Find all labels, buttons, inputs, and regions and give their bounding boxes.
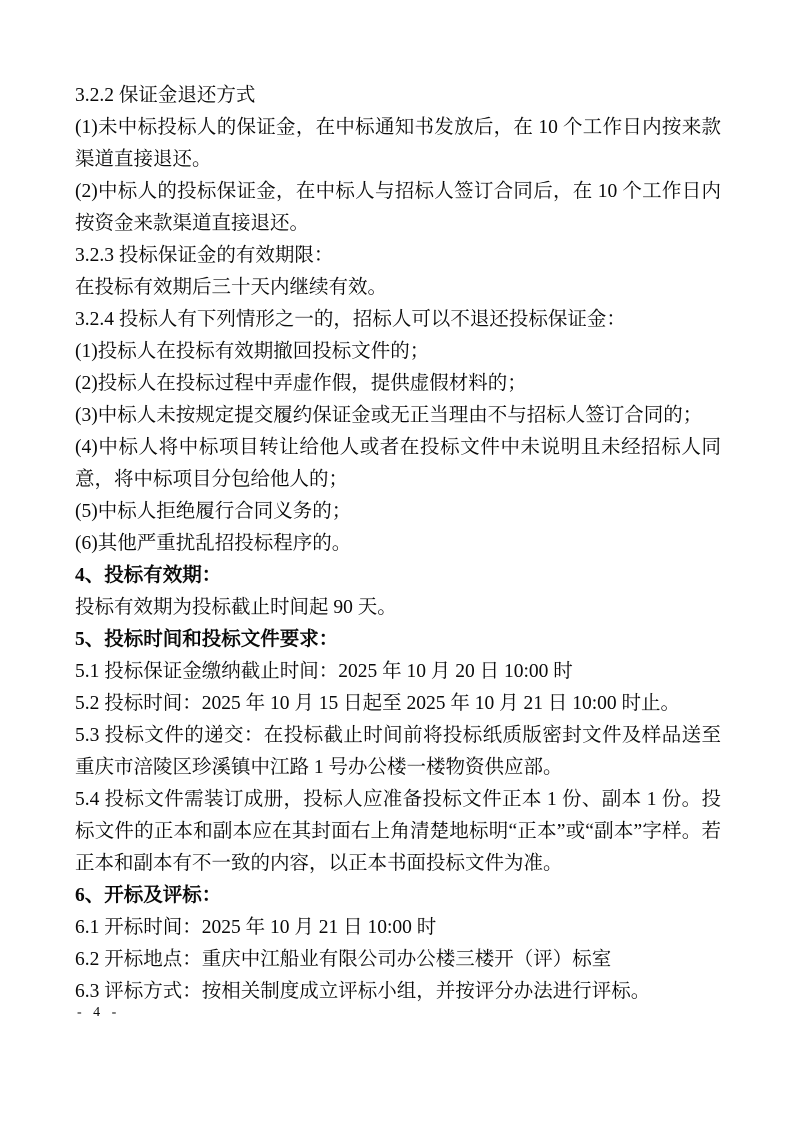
section-4-heading: 4、投标有效期： [75, 565, 222, 586]
para-3-2-4-item-1: (1)投标人在投标有效期撤回投标文件的； [75, 341, 430, 362]
para-6-3: 6.3 评标方式：按相关制度成立评标小组，并按评分办法进行评标。 [75, 981, 651, 1002]
section-4-body: 投标有效期为投标截止时间起 90 天。 [75, 597, 397, 618]
para-3-2-3-body: 在投标有效期后三十天内继续有效。 [75, 277, 388, 298]
para-3-2-2-heading: 3.2.2 保证金退还方式 [75, 85, 256, 106]
section-5-heading: 5、投标时间和投标文件要求： [75, 629, 339, 650]
para-5-3: 5.3 投标文件的递交：在投标截止时间前将投标纸质版密封文件及样品送至重庆市涪陵区珍溪镇中江路 1 号办公楼一楼物资供应部。 [75, 725, 721, 778]
section-6-heading: 6、开标及评标： [75, 885, 222, 906]
para-3-2-4-item-4: (4)中标人将中标项目转让给他人或者在投标文件中未说明且未经招标人同意，将中标项目分包给他人的； [75, 437, 721, 490]
para-3-2-3-heading: 3.2.3 投标保证金的有效期限： [75, 245, 334, 266]
para-3-2-4-item-2: (2)投标人在投标过程中弄虚作假，提供虚假材料的； [75, 373, 527, 394]
para-3-2-4-item-3: (3)中标人未按规定提交履约保证金或无正当理由不与招标人签订合同的； [75, 405, 703, 426]
para-5-4: 5.4 投标文件需装订成册，投标人应准备投标文件正本 1 份、副本 1 份。投标文件的正本和副本应在其封面右上角清楚地标明“正本”或“副本”字样。若正本和副本有不一致的内容，以正本书面投标文件为准。 [75, 789, 721, 874]
document-content [75, 80, 721, 1008]
para-5-2: 5.2 投标时间：2025 年 10 月 15 日起至 2025 年 10 月 21 日 10:00 时止。 [75, 693, 681, 714]
para-6-1: 6.1 开标时间：2025 年 10 月 21 日 10:00 时 [75, 917, 437, 938]
para-6-2: 6.2 开标地点：重庆中江船业有限公司办公楼三楼开（评）标室 [75, 949, 612, 970]
para-3-2-2-item-2: (2)中标人的投标保证金，在中标人与招标人签订合同后，在 10 个工作日内按资金来款渠道直接退还。 [75, 181, 721, 234]
para-3-2-4-item-6: (6)其他严重扰乱招投标程序的。 [75, 533, 352, 554]
para-3-2-4-item-5: (5)中标人拒绝履行合同义务的； [75, 501, 352, 522]
para-3-2-2-item-1: (1)未中标投标人的保证金，在中标通知书发放后，在 10 个工作日内按来款渠道直接退还。 [75, 117, 721, 170]
para-3-2-4-heading: 3.2.4 投标人有下列情形之一的，招标人可以不退还投标保证金： [75, 309, 626, 330]
para-5-1: 5.1 投标保证金缴纳截止时间：2025 年 10 月 20 日 10:00 时 [75, 661, 573, 682]
page-number: - 4 - [77, 1005, 121, 1020]
